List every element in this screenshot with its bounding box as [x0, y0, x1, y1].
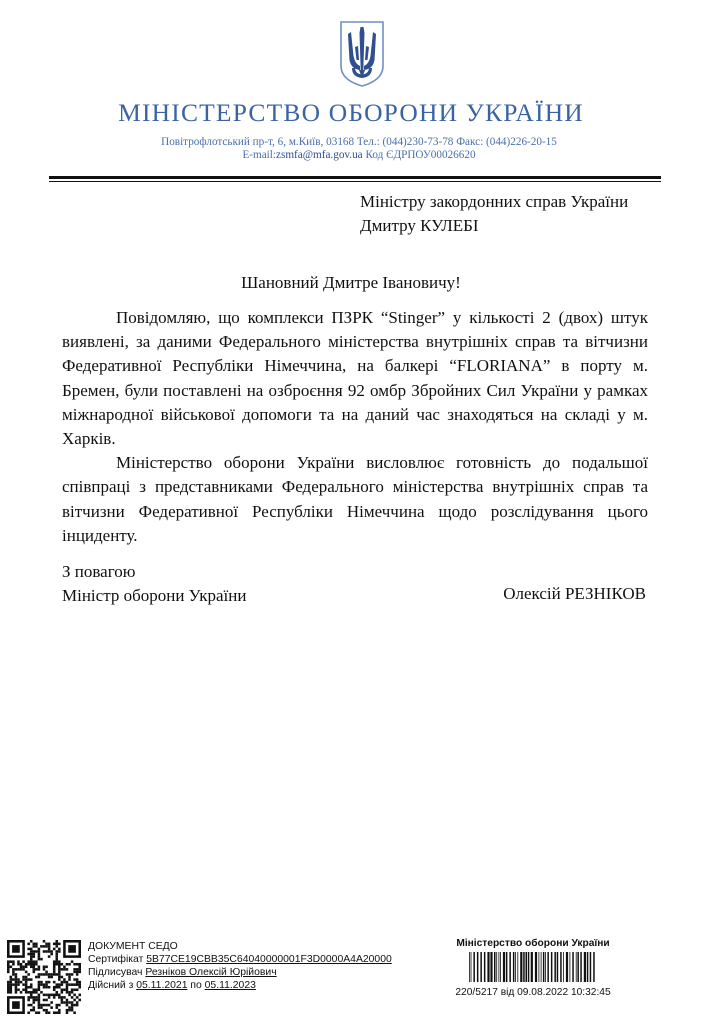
signer-label: Підлисувач — [88, 967, 143, 978]
registration-org: Міністерство оборони України — [456, 938, 610, 949]
sedo-title: ДОКУМЕНТ СЕДО — [88, 941, 178, 952]
org-title: МІНІСТЕРСТВО ОБОРОНИ УКРАЇНИ — [118, 98, 584, 127]
valid-separator: по — [190, 980, 202, 991]
salutation: Шановний Дмитре Івановичу! — [241, 273, 461, 292]
certificate-label: Сертифікат — [88, 954, 144, 965]
certificate-value: 5B77CE19CBB35C64040000001F3D0000A4A20000 — [146, 954, 392, 965]
registration-stamp — [448, 938, 618, 998]
registration-number: 220/5217 від 09.08.2022 10:32:45 — [455, 987, 611, 998]
valid-label: Дійсний з — [88, 980, 134, 991]
certificate-row — [88, 953, 392, 966]
code-value: 00026620 — [430, 149, 476, 161]
letter-body — [62, 306, 648, 548]
org-address: Повітрофлотський пр-т, 6, м.Київ, 03168 Тел.: (044)230-73-78 Факс: (044)226-20-15 — [161, 136, 557, 148]
valid-from: 05.11.2021 — [136, 980, 188, 991]
qr-code-icon — [7, 940, 81, 1014]
paragraph: Міністерство оборони України висловлює готовність до подальшої співпраці з представниками Федерального міністерства внутрішніх справ та вітчизни Федеративної Республіки Німеччина щодо розслідування цього інциденту. — [62, 453, 648, 545]
header-divider — [49, 176, 661, 179]
header-divider-thin — [49, 181, 661, 182]
valid-to: 05.11.2023 — [204, 980, 256, 991]
email-label: E-mail: — [242, 149, 277, 161]
e-signature-block — [88, 940, 392, 992]
validity-row — [88, 979, 392, 992]
closing — [62, 560, 246, 608]
org-contacts — [8, 149, 702, 161]
regards: З повагою — [62, 562, 136, 581]
signer-name: Олексій РЕЗНІКОВ — [503, 584, 646, 603]
signer-position: Міністр оборони України — [62, 586, 247, 605]
email-link[interactable]: zsmfa@mfa.gov.ua — [276, 149, 363, 161]
trident-emblem-icon — [339, 20, 385, 88]
signer-value: Резніков Олексій Юрійович — [145, 967, 277, 978]
paragraph: Повідомляю, що комплекси ПЗРК “Stinger” у кількості 2 (двох) штук виявлені, за даними Федерального міністерства внутрішніх справ та вітчизни Федеративної Республіки Німеччина, на балкері “FLORIANA” в порту м. Бремен, були поставлені на озброєння 92 омбр Збройних Сил України у рамках міжнародної військової допомоги та на даний час знаходяться на складі у м. Харків. — [62, 308, 648, 449]
addressee-position: Міністру закордонних справ України — [360, 192, 629, 211]
addressee — [360, 190, 628, 238]
code-label: Код ЄДРПОУ — [365, 149, 431, 161]
addressee-name: Дмитру КУЛЕБІ — [360, 216, 479, 235]
barcode-icon — [469, 952, 597, 982]
signer-row — [88, 966, 392, 979]
